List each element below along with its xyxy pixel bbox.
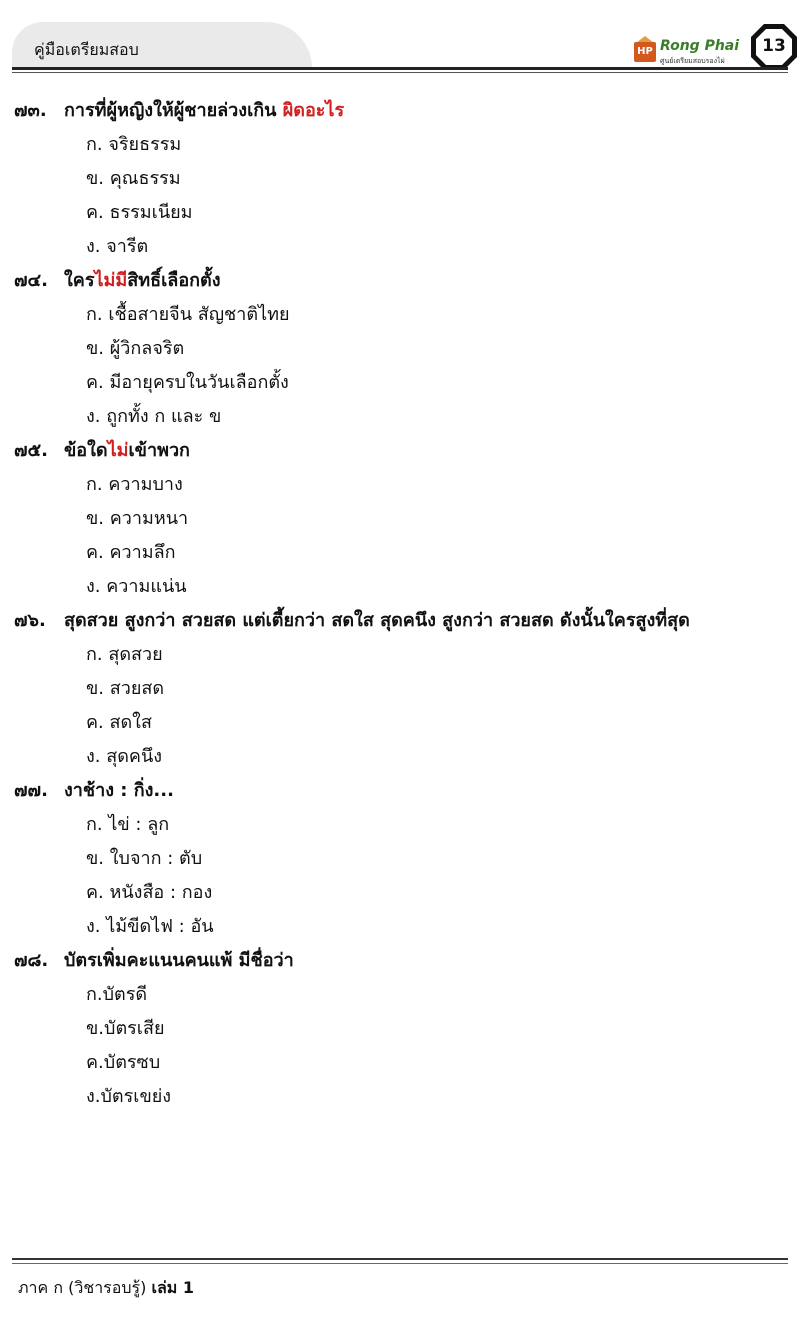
answer-option: ข. คุณธรรม: [86, 168, 181, 189]
question-number: ๗๓.: [14, 100, 47, 121]
question-1: [14, 94, 794, 128]
footer-volume: เล่ม 1: [151, 1278, 194, 1297]
question-highlight: ไม่มี: [94, 270, 128, 291]
question-number: ๗๕.: [14, 440, 48, 461]
question-3: [14, 434, 794, 468]
answer-option: ข. ความหนา: [86, 508, 189, 529]
logo-subtext: ศูนย์เตรียมสอบรองไผ่: [660, 57, 725, 65]
logo-text: Rong Phai: [660, 38, 740, 54]
logo-badge: HP: [634, 42, 656, 62]
question-5: [14, 774, 794, 808]
footer-divider-thin: [12, 1263, 788, 1264]
question-6: [14, 944, 794, 978]
answer-option: ค. มีอายุครบในวันเลือกตั้ง: [86, 372, 289, 393]
question-4: [14, 604, 794, 638]
header-divider-thin: [12, 72, 788, 73]
question-highlight: ผิดอะไร: [282, 100, 345, 121]
answer-option: ค. ความลึก: [86, 542, 176, 563]
answer-option: ง. ถูกทั้ง ก และ ข: [86, 406, 222, 427]
answer-option: ข.บัตรเสีย: [86, 1018, 165, 1039]
footer-text: [18, 1276, 194, 1301]
answer-option: ค. ธรรมเนียม: [86, 202, 193, 223]
page-header: [0, 0, 800, 80]
answer-option: ง. จารีต: [86, 236, 149, 257]
question-number: ๗๘.: [14, 950, 49, 971]
rong-phai-logo: [634, 36, 746, 66]
answer-option: ข. ผู้วิกลจริต: [86, 338, 185, 359]
answer-option: ง.บัตรเขย่ง: [86, 1086, 172, 1107]
footer-subject: (วิชารอบรู้): [68, 1278, 147, 1297]
question-text: ข้อใด: [64, 440, 108, 461]
answer-option: ข. ใบจาก : ตับ: [86, 848, 203, 869]
question-number: ๗๖.: [14, 610, 46, 631]
question-text: งาช้าง : กิ่ง...: [64, 780, 174, 801]
answer-option: ก. เชื้อสายจีน สัญชาติไทย: [86, 304, 290, 325]
question-number: ๗๗.: [14, 780, 48, 801]
answer-option: ง. ความแน่น: [86, 576, 187, 597]
header-title: คู่มือเตรียมสอบ: [34, 40, 139, 59]
question-text: การที่ผู้หญิงให้ผู้ชายล่วงเกิน: [64, 100, 283, 121]
answer-option: ก. สุดสวย: [86, 644, 163, 665]
question-text: ใคร: [64, 270, 95, 291]
answer-option: ข. สวยสด: [86, 678, 165, 699]
question-text-after: เข้าพวก: [128, 440, 190, 461]
answer-option: ค. สดใส: [86, 712, 152, 733]
answer-option: ง. สุดคนึง: [86, 746, 163, 767]
question-2: [14, 264, 794, 298]
page-number: 13: [762, 36, 786, 56]
question-text-after: สิทธิ์เลือกตั้ง: [127, 270, 221, 291]
question-text: สุดสวย สูงกว่า สวยสด แต่เตี้ยกว่า สดใส สุดคนึง สูงกว่า สวยสด ดังนั้นใครสูงที่สุด: [64, 610, 690, 631]
header-divider: [12, 67, 788, 70]
question-text: บัตรเพิ่มคะแนนคนแพ้ มีชื่อว่า: [64, 950, 294, 971]
answer-option: ค. หนังสือ : กอง: [86, 882, 213, 903]
footer-part: ภาค ก: [18, 1278, 64, 1297]
answer-option: ก.บัตรดี: [86, 984, 148, 1005]
footer-divider: [12, 1258, 788, 1260]
question-list: [14, 94, 794, 1114]
answer-option: ค.บัตรซบ: [86, 1052, 161, 1073]
answer-option: ง. ไม้ขีดไฟ : อัน: [86, 916, 214, 937]
answer-option: ก. ความบาง: [86, 474, 183, 495]
answer-option: ก. ไข่ : ลูก: [86, 814, 170, 835]
page-number-badge: [749, 22, 799, 72]
question-highlight: ไม่: [107, 440, 129, 461]
question-number: ๗๔.: [14, 270, 48, 291]
answer-option: ก. จริยธรรม: [86, 134, 182, 155]
